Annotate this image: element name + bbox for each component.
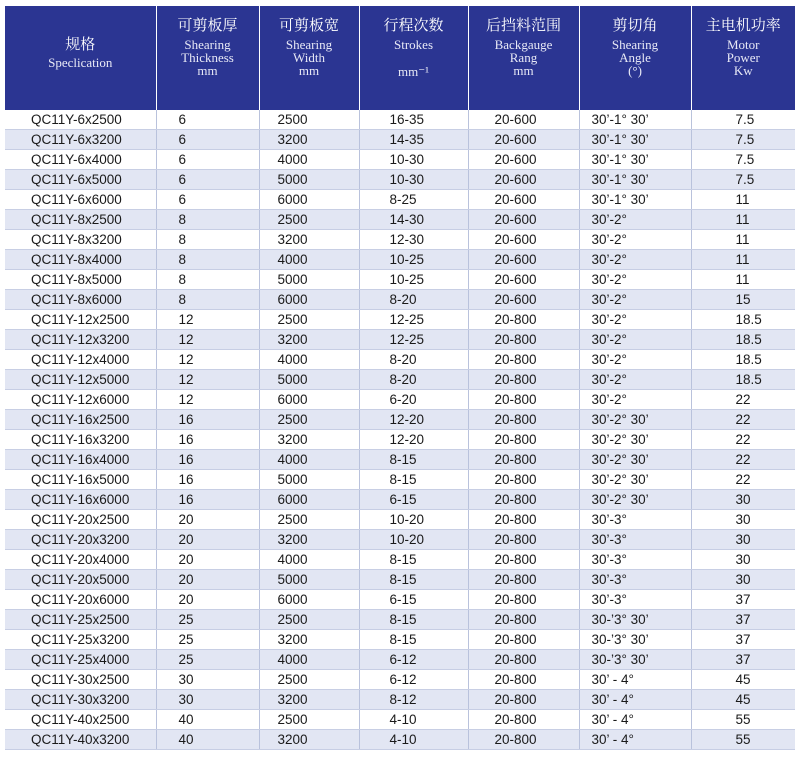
cell-power: 18.5 — [691, 370, 795, 390]
cell-width: 6000 — [259, 290, 359, 310]
cell-angle: 30’-2° — [579, 210, 691, 230]
cell-strokes: 10-25 — [359, 250, 468, 270]
table-row — [5, 670, 795, 690]
cell-thickness: 40 — [156, 710, 259, 730]
cell-model: QC11Y-12x2500 — [5, 310, 156, 330]
table-row — [5, 290, 795, 310]
cell-backgauge: 20-600 — [468, 190, 579, 210]
cell-width: 3200 — [259, 530, 359, 550]
cell-width: 4000 — [259, 250, 359, 270]
cell-backgauge: 20-600 — [468, 150, 579, 170]
cell-width: 5000 — [259, 570, 359, 590]
cell-strokes: 12-25 — [359, 310, 468, 330]
cell-model: QC11Y-8x5000 — [5, 270, 156, 290]
cell-strokes: 6-12 — [359, 650, 468, 670]
cell-strokes: 8-15 — [359, 570, 468, 590]
cell-strokes: 4-10 — [359, 710, 468, 730]
header-backgauge-en3: mm — [513, 63, 534, 78]
cell-width: 2500 — [259, 710, 359, 730]
cell-power: 7.5 — [691, 150, 795, 170]
cell-thickness: 25 — [156, 610, 259, 630]
cell-backgauge: 20-800 — [468, 450, 579, 470]
cell-model: QC11Y-20x4000 — [5, 550, 156, 570]
header-strokes — [359, 6, 468, 110]
cell-angle: 30’-1° 30’ — [579, 190, 691, 210]
cell-angle: 30’-2° — [579, 350, 691, 370]
cell-power: 11 — [691, 230, 795, 250]
cell-power: 37 — [691, 650, 795, 670]
cell-power: 18.5 — [691, 330, 795, 350]
cell-thickness: 12 — [156, 310, 259, 330]
cell-angle: 30’ - 4° — [579, 690, 691, 710]
cell-angle: 30’ - 4° — [579, 710, 691, 730]
table-row — [5, 130, 795, 150]
cell-width: 3200 — [259, 130, 359, 150]
header-power-en1: Motor — [727, 37, 760, 52]
cell-model: QC11Y-8x2500 — [5, 210, 156, 230]
cell-width: 5000 — [259, 370, 359, 390]
header-angle-en1: Shearing — [611, 37, 659, 52]
header-power-en2: Power — [726, 50, 760, 65]
header-angle — [579, 6, 691, 110]
cell-model: QC11Y-16x3200 — [5, 430, 156, 450]
cell-power: 30 — [691, 570, 795, 590]
header-width — [259, 6, 359, 110]
table-row — [5, 530, 795, 550]
cell-strokes: 14-35 — [359, 130, 468, 150]
header-model-zh: 规格 — [65, 35, 96, 53]
table-row — [5, 450, 795, 470]
cell-backgauge: 20-800 — [468, 490, 579, 510]
table-row — [5, 570, 795, 590]
cell-width: 6000 — [259, 390, 359, 410]
table-row — [5, 410, 795, 430]
cell-power: 30 — [691, 550, 795, 570]
table-row — [5, 150, 795, 170]
header-width-en1: Shearing — [285, 37, 333, 52]
cell-model: QC11Y-8x6000 — [5, 290, 156, 310]
cell-backgauge: 20-600 — [468, 250, 579, 270]
cell-angle: 30’-2° — [579, 390, 691, 410]
header-power-zh: 主电机功率 — [705, 16, 781, 34]
cell-thickness: 8 — [156, 250, 259, 270]
table-row — [5, 490, 795, 510]
cell-strokes: 6-12 — [359, 670, 468, 690]
cell-power: 7.5 — [691, 130, 795, 150]
cell-width: 2500 — [259, 210, 359, 230]
cell-power: 45 — [691, 690, 795, 710]
cell-power: 37 — [691, 590, 795, 610]
cell-thickness: 20 — [156, 550, 259, 570]
table-row — [5, 610, 795, 630]
cell-backgauge: 20-800 — [468, 610, 579, 630]
header-thickness-en1: Shearing — [184, 37, 231, 52]
cell-strokes: 8-15 — [359, 630, 468, 650]
cell-model: QC11Y-16x5000 — [5, 470, 156, 490]
cell-angle: 30’-2° — [579, 310, 691, 330]
cell-thickness: 16 — [156, 470, 259, 490]
cell-width: 3200 — [259, 730, 359, 750]
cell-width: 4000 — [259, 650, 359, 670]
header-backgauge-zh: 后挡料范围 — [485, 16, 561, 34]
header-thickness-en2: Thickness — [181, 50, 234, 65]
cell-power: 7.5 — [691, 110, 795, 130]
cell-width: 2500 — [259, 670, 359, 690]
cell-model: QC11Y-6x3200 — [5, 130, 156, 150]
cell-model: QC11Y-20x5000 — [5, 570, 156, 590]
table-row — [5, 630, 795, 650]
cell-power: 18.5 — [691, 310, 795, 330]
header-angle-en2: Angle — [619, 50, 651, 65]
cell-power: 11 — [691, 190, 795, 210]
cell-power: 55 — [691, 710, 795, 730]
cell-backgauge: 20-800 — [468, 370, 579, 390]
cell-power: 15 — [691, 290, 795, 310]
cell-model: QC11Y-20x3200 — [5, 530, 156, 550]
table-row — [5, 230, 795, 250]
cell-power: 22 — [691, 430, 795, 450]
cell-angle: 30-’3° 30’ — [579, 630, 691, 650]
cell-power: 11 — [691, 250, 795, 270]
table-row — [5, 330, 795, 350]
cell-model: QC11Y-40x2500 — [5, 710, 156, 730]
header-width-zh: 可剪板宽 — [278, 16, 339, 34]
cell-model: QC11Y-40x3200 — [5, 730, 156, 750]
cell-thickness: 8 — [156, 210, 259, 230]
cell-model: QC11Y-12x4000 — [5, 350, 156, 370]
cell-thickness: 20 — [156, 530, 259, 550]
table-row — [5, 510, 795, 530]
table-row — [5, 270, 795, 290]
cell-power: 37 — [691, 630, 795, 650]
cell-angle: 30’-2° — [579, 370, 691, 390]
cell-model: QC11Y-20x6000 — [5, 590, 156, 610]
cell-backgauge: 20-800 — [468, 330, 579, 350]
cell-backgauge: 20-800 — [468, 570, 579, 590]
cell-power: 22 — [691, 450, 795, 470]
cell-width: 3200 — [259, 630, 359, 650]
cell-angle: 30’-3° — [579, 510, 691, 530]
cell-power: 7.5 — [691, 170, 795, 190]
cell-angle: 30’-2° 30’ — [579, 410, 691, 430]
cell-backgauge: 20-600 — [468, 230, 579, 250]
cell-thickness: 16 — [156, 410, 259, 430]
cell-strokes: 8-12 — [359, 690, 468, 710]
cell-strokes: 10-30 — [359, 170, 468, 190]
header-width-en3: mm — [298, 63, 320, 78]
table-row — [5, 350, 795, 370]
cell-angle: 30’-2° 30’ — [579, 490, 691, 510]
table-row — [5, 250, 795, 270]
cell-thickness: 6 — [156, 130, 259, 150]
cell-angle: 30’-1° 30’ — [579, 150, 691, 170]
cell-power: 22 — [691, 470, 795, 490]
cell-strokes: 10-25 — [359, 270, 468, 290]
cell-thickness: 6 — [156, 150, 259, 170]
cell-width: 5000 — [259, 470, 359, 490]
cell-strokes: 8-20 — [359, 350, 468, 370]
cell-width: 2500 — [259, 310, 359, 330]
cell-width: 2500 — [259, 410, 359, 430]
table-row — [5, 310, 795, 330]
cell-model: QC11Y-30x3200 — [5, 690, 156, 710]
table-row — [5, 190, 795, 210]
cell-backgauge: 20-800 — [468, 710, 579, 730]
cell-strokes: 6-15 — [359, 490, 468, 510]
cell-strokes: 16-35 — [359, 110, 468, 130]
cell-model: QC11Y-25x2500 — [5, 610, 156, 630]
cell-thickness: 6 — [156, 190, 259, 210]
cell-model: QC11Y-12x5000 — [5, 370, 156, 390]
cell-backgauge: 20-600 — [468, 210, 579, 230]
cell-thickness: 20 — [156, 510, 259, 530]
cell-thickness: 25 — [156, 630, 259, 650]
cell-backgauge: 20-800 — [468, 530, 579, 550]
table-row — [5, 470, 795, 490]
cell-angle: 30’-1° 30’ — [579, 170, 691, 190]
cell-model: QC11Y-25x4000 — [5, 650, 156, 670]
cell-model: QC11Y-16x4000 — [5, 450, 156, 470]
cell-width: 2500 — [259, 510, 359, 530]
cell-strokes: 8-15 — [359, 470, 468, 490]
cell-power: 18.5 — [691, 350, 795, 370]
cell-width: 4000 — [259, 550, 359, 570]
cell-model: QC11Y-20x2500 — [5, 510, 156, 530]
table-row — [5, 430, 795, 450]
table-row — [5, 710, 795, 730]
table-row — [5, 170, 795, 190]
header-width-en2: Width — [293, 50, 325, 65]
cell-backgauge: 20-800 — [468, 690, 579, 710]
cell-backgauge: 20-800 — [468, 590, 579, 610]
header-power — [691, 6, 795, 110]
cell-width: 3200 — [259, 690, 359, 710]
header-model-en: Speclication — [48, 55, 113, 70]
cell-model: QC11Y-16x2500 — [5, 410, 156, 430]
cell-backgauge: 20-600 — [468, 290, 579, 310]
header-backgauge-en2: Rang — [509, 50, 538, 65]
cell-strokes: 8-25 — [359, 190, 468, 210]
cell-backgauge: 20-600 — [468, 270, 579, 290]
cell-backgauge: 20-600 — [468, 110, 579, 130]
cell-strokes: 8-20 — [359, 290, 468, 310]
cell-width: 3200 — [259, 330, 359, 350]
cell-strokes: 4-10 — [359, 730, 468, 750]
cell-thickness: 30 — [156, 690, 259, 710]
cell-thickness: 30 — [156, 670, 259, 690]
cell-model: QC11Y-30x2500 — [5, 670, 156, 690]
cell-backgauge: 20-800 — [468, 430, 579, 450]
table-row — [5, 390, 795, 410]
cell-model: QC11Y-8x4000 — [5, 250, 156, 270]
cell-power: 22 — [691, 410, 795, 430]
table-header — [5, 6, 795, 110]
cell-power: 37 — [691, 610, 795, 630]
cell-angle: 30’-2° — [579, 250, 691, 270]
cell-backgauge: 20-800 — [468, 510, 579, 530]
table-row — [5, 210, 795, 230]
cell-backgauge: 20-800 — [468, 650, 579, 670]
cell-thickness: 16 — [156, 450, 259, 470]
cell-strokes: 12-20 — [359, 430, 468, 450]
header-strokes-en1: Strokes — [394, 37, 433, 52]
cell-power: 30 — [691, 490, 795, 510]
cell-thickness: 20 — [156, 590, 259, 610]
cell-angle: 30’-2° — [579, 230, 691, 250]
cell-strokes: 10-20 — [359, 530, 468, 550]
cell-strokes: 8-15 — [359, 550, 468, 570]
cell-strokes: 10-30 — [359, 150, 468, 170]
cell-angle: 30’-1° 30’ — [579, 110, 691, 130]
cell-model: QC11Y-25x3200 — [5, 630, 156, 650]
cell-strokes: 6-20 — [359, 390, 468, 410]
cell-angle: 30’-3° — [579, 550, 691, 570]
cell-angle: 30’-2° — [579, 290, 691, 310]
header-angle-zh: 剪切角 — [612, 16, 658, 34]
header-model — [5, 6, 156, 110]
cell-backgauge: 20-800 — [468, 350, 579, 370]
cell-strokes: 12-30 — [359, 230, 468, 250]
cell-angle: 30’ - 4° — [579, 670, 691, 690]
cell-backgauge: 20-800 — [468, 470, 579, 490]
cell-backgauge: 20-800 — [468, 730, 579, 750]
cell-model: QC11Y-12x6000 — [5, 390, 156, 410]
cell-strokes: 8-15 — [359, 450, 468, 470]
header-power-en3: Kw — [733, 63, 753, 78]
table-row — [5, 550, 795, 570]
cell-angle: 30’-3° — [579, 570, 691, 590]
cell-thickness: 16 — [156, 430, 259, 450]
cell-thickness: 6 — [156, 110, 259, 130]
cell-model: QC11Y-16x6000 — [5, 490, 156, 510]
cell-model: QC11Y-8x3200 — [5, 230, 156, 250]
table-row — [5, 590, 795, 610]
cell-backgauge: 20-800 — [468, 310, 579, 330]
header-strokes-zh: 行程次数 — [383, 16, 444, 34]
cell-width: 2500 — [259, 610, 359, 630]
header-backgauge — [468, 6, 579, 110]
cell-power: 30 — [691, 510, 795, 530]
cell-thickness: 16 — [156, 490, 259, 510]
cell-width: 6000 — [259, 490, 359, 510]
cell-model: QC11Y-6x5000 — [5, 170, 156, 190]
cell-thickness: 40 — [156, 730, 259, 750]
cell-power: 30 — [691, 530, 795, 550]
cell-angle: 30’-2° 30’ — [579, 470, 691, 490]
cell-angle: 30’-3° — [579, 530, 691, 550]
cell-strokes: 10-20 — [359, 510, 468, 530]
header-thickness-en3: mm — [197, 63, 218, 78]
cell-width: 6000 — [259, 590, 359, 610]
cell-width: 2500 — [259, 110, 359, 130]
cell-model: QC11Y-6x6000 — [5, 190, 156, 210]
cell-width: 5000 — [259, 170, 359, 190]
cell-thickness: 12 — [156, 330, 259, 350]
cell-angle: 30’-2° 30’ — [579, 430, 691, 450]
cell-thickness: 8 — [156, 290, 259, 310]
cell-width: 3200 — [259, 430, 359, 450]
cell-backgauge: 20-800 — [468, 410, 579, 430]
cell-strokes: 6-15 — [359, 590, 468, 610]
cell-backgauge: 20-800 — [468, 550, 579, 570]
cell-strokes: 8-15 — [359, 610, 468, 630]
cell-model: QC11Y-12x3200 — [5, 330, 156, 350]
cell-model: QC11Y-6x2500 — [5, 110, 156, 130]
cell-angle: 30’-2° 30’ — [579, 450, 691, 470]
cell-angle: 30-’3° 30’ — [579, 610, 691, 630]
cell-backgauge: 20-800 — [468, 390, 579, 410]
header-angle-en3: (°) — [628, 63, 642, 78]
cell-thickness: 12 — [156, 390, 259, 410]
cell-backgauge: 20-800 — [468, 670, 579, 690]
table-row — [5, 650, 795, 670]
cell-width: 4000 — [259, 350, 359, 370]
header-thickness — [156, 6, 259, 110]
cell-angle: 30’-1° 30’ — [579, 130, 691, 150]
cell-thickness: 12 — [156, 350, 259, 370]
cell-strokes: 12-20 — [359, 410, 468, 430]
header-backgauge-en1: Backgauge — [494, 37, 553, 52]
cell-model: QC11Y-6x4000 — [5, 150, 156, 170]
cell-width: 4000 — [259, 450, 359, 470]
table-row — [5, 730, 795, 750]
table-row — [5, 370, 795, 390]
spec-table-container — [5, 6, 795, 750]
cell-power: 11 — [691, 210, 795, 230]
spec-table — [5, 6, 795, 750]
cell-backgauge: 20-800 — [468, 630, 579, 650]
cell-width: 4000 — [259, 150, 359, 170]
cell-strokes: 12-25 — [359, 330, 468, 350]
cell-width: 6000 — [259, 190, 359, 210]
cell-width: 5000 — [259, 270, 359, 290]
table-body — [5, 110, 795, 750]
cell-angle: 30’-3° — [579, 590, 691, 610]
cell-strokes: 14-30 — [359, 210, 468, 230]
cell-thickness: 8 — [156, 270, 259, 290]
cell-thickness: 20 — [156, 570, 259, 590]
cell-backgauge: 20-600 — [468, 130, 579, 150]
table-row — [5, 110, 795, 130]
cell-power: 45 — [691, 670, 795, 690]
table-row — [5, 690, 795, 710]
cell-angle: 30’-2° — [579, 270, 691, 290]
header-thickness-zh: 可剪板厚 — [177, 16, 238, 34]
cell-thickness: 8 — [156, 230, 259, 250]
cell-angle: 30’ - 4° — [579, 730, 691, 750]
cell-power: 11 — [691, 270, 795, 290]
cell-width: 3200 — [259, 230, 359, 250]
cell-thickness: 6 — [156, 170, 259, 190]
cell-thickness: 12 — [156, 370, 259, 390]
cell-backgauge: 20-600 — [468, 170, 579, 190]
cell-strokes: 8-20 — [359, 370, 468, 390]
header-strokes-en2: mm⁻¹ — [398, 64, 429, 79]
cell-angle: 30-’3° 30’ — [579, 650, 691, 670]
cell-power: 55 — [691, 730, 795, 750]
cell-thickness: 25 — [156, 650, 259, 670]
cell-angle: 30’-2° — [579, 330, 691, 350]
cell-power: 22 — [691, 390, 795, 410]
